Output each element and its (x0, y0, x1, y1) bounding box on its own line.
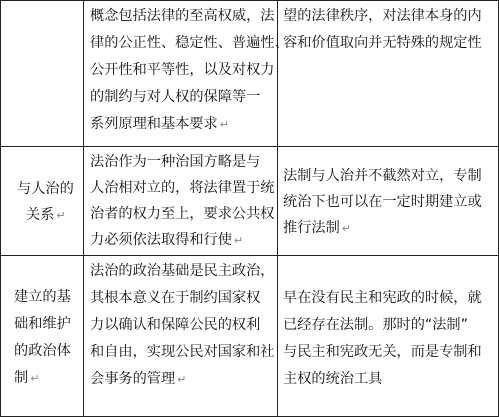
cell-text-line: 系列原理和基本要求 ↵ (90, 116, 229, 132)
cell-text-line: 会事务的管理 ↵ (90, 371, 187, 387)
row-label-line: 建立的基 (14, 289, 71, 305)
cell-text-line: 法制与人治并不截然对立，专制 (283, 168, 482, 184)
cell-text-line: 力以确认和保障公民的权利 (90, 317, 261, 333)
cell-text-line: 推行法制 ↵ (283, 220, 351, 236)
cell-text-line: 公开性和平等性，以及对权力 (90, 62, 275, 78)
paragraph-mark: ↵ (56, 209, 66, 222)
cell-text-line: 概念包括法律的至高权威，法 (90, 8, 275, 24)
cell-text-line: 法治作为一种治国方略是与 (90, 154, 261, 170)
paragraph-mark: ↵ (341, 222, 351, 235)
cell-text-line: 主权的统治工具 (283, 371, 383, 387)
cell-text-line: 与民主和宪政无关，而是专制和 (283, 344, 482, 360)
cell-text-line: 的制约与对人权的保障等一 (90, 89, 261, 105)
cell-text-line: 容和价值取向并无特殊的规定性 (283, 35, 482, 51)
row1-label-cell (0, 0, 84, 147)
row-label-line: 础和维护 (14, 316, 71, 332)
cell-text-line: 已经存在法制。那时的“法制” (283, 317, 468, 333)
row-label-line: 关系 ↵ (26, 207, 66, 223)
row3-rule-of-law-cell (84, 256, 278, 417)
row1-legal-system-cell (278, 0, 499, 147)
cell-text-line: 其根本意义在于制约国家权 (90, 290, 261, 306)
cell-text-line: 力必须依法取得和行使 ↵ (90, 232, 244, 248)
cell-text-line: 望的法律秩序，对法律本身的内 (283, 8, 482, 24)
paragraph-mark: ↵ (233, 234, 244, 247)
row-label-line: 与人治的 (17, 181, 74, 197)
paragraph-mark: ↵ (30, 372, 40, 385)
row3-label-cell (0, 256, 84, 417)
paragraph-mark: ↵ (177, 373, 187, 386)
row1-rule-of-law-cell (84, 0, 289, 147)
row-label-line: 制 ↵ (14, 370, 40, 386)
cell-text-line: 律的公正性、稳定性、普遍性、 (90, 35, 289, 51)
row2-label-cell (0, 147, 84, 256)
row-label-line: 的政治体 (14, 343, 71, 359)
cell-text-line: 法治的政治基础是民主政治， (90, 263, 275, 279)
cell-text-line: 治者的权力至上，要求公共权 (90, 206, 275, 222)
cell-text-line: 人治相对立的，将法律置于统 (90, 180, 275, 196)
row2-legal-system-cell (278, 147, 499, 256)
cell-text-line: 统治下也可以在一定时期建立或 (283, 194, 482, 210)
row3-legal-system-cell (278, 256, 499, 417)
cell-text-line: 早在没有民主和宪政的时候，就 (283, 290, 482, 306)
paragraph-mark: ↵ (219, 118, 229, 131)
cell-text-line: 和自由，实现公民对国家和社 (90, 344, 275, 360)
row2-rule-of-law-cell (84, 147, 278, 256)
